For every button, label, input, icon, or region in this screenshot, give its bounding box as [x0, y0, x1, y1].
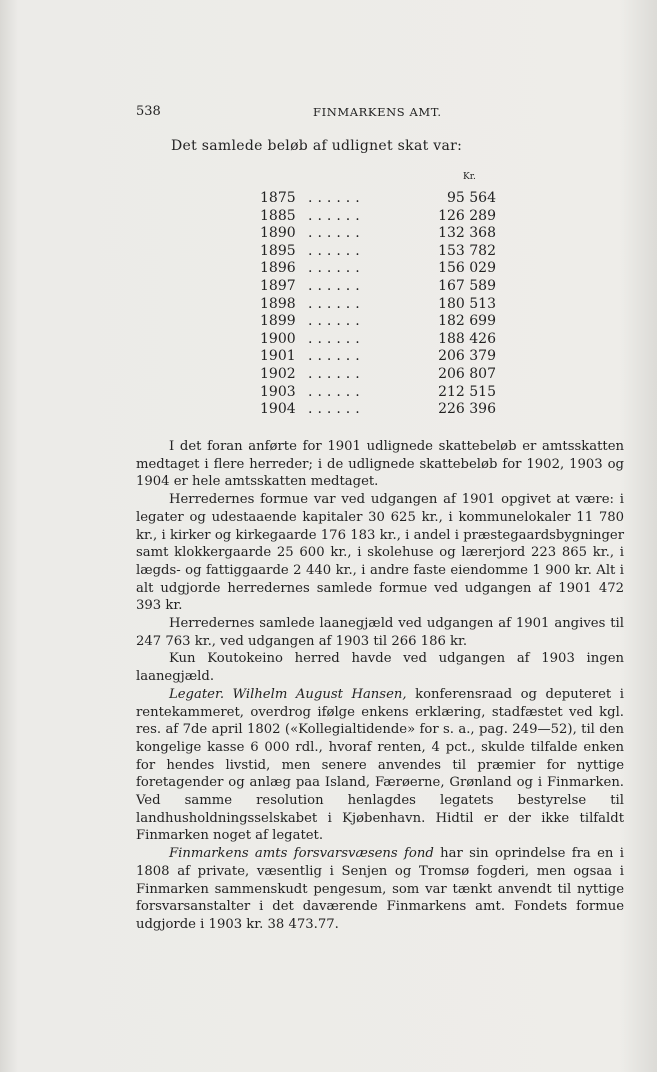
row-year: 1902 — [260, 365, 296, 382]
page-number: 538 — [136, 104, 161, 119]
paragraph — [136, 686, 624, 845]
row-year: 1899 — [260, 313, 296, 330]
leader-dots: ...... — [308, 260, 365, 277]
row-amount: 156 029 — [438, 260, 496, 277]
paragraph — [136, 438, 624, 491]
leader-dots: ...... — [308, 277, 365, 294]
leader-dots: ...... — [308, 190, 365, 206]
table-row — [260, 366, 500, 384]
table-row — [260, 331, 500, 349]
paragraph — [136, 491, 624, 615]
paragraph-lead: Legater. Wilhelm August Hansen, — [169, 686, 407, 702]
row-year: 1890 — [260, 225, 296, 242]
row-amount: 182 699 — [438, 313, 496, 330]
row-year: 1875 — [260, 190, 296, 206]
row-amount: 153 782 — [438, 242, 496, 259]
leader-dots: ...... — [308, 365, 365, 382]
leader-dots: ...... — [308, 330, 365, 347]
table-row — [260, 348, 500, 366]
leader-dots: ...... — [308, 383, 365, 400]
paragraph-text: Kun Koutokeino herred havde ved udgangen af 1903 ingen laanegjæld. — [136, 651, 624, 685]
row-year: 1904 — [260, 401, 296, 418]
running-head: FINMARKENS AMT. — [313, 105, 442, 119]
leader-dots: ...... — [308, 313, 365, 330]
row-year: 1897 — [260, 277, 296, 294]
paragraph-text: Herredernes formue var ved udgangen af 1901 opgivet at være: i legater og udestaaende kapitaler 30 625 kr., i kommunelokaler 11 780 kr., i kirker og kirkegaarde 176 183 kr., i andel i præstegaardsbygninger samt klokkergaarde 25 600 kr., i skolehuse og lærerjord 223 865 kr., i lægds- og fattiggaarde 2 440 kr., i andre faste eiendomme 1 900 kr. Alt i alt udgjorde herredernes samlede formue ved udgangen af 1901 472 393 kr. — [136, 492, 624, 614]
paragraph — [136, 845, 624, 934]
table-row — [260, 260, 500, 278]
paragraph-text: I det foran anførte for 1901 udlignede skattebeløb er amtsskatten medtaget i flere herreder; i de udlignede skattebeløb for 1902, 1903 og 1904 er hele amtsskatten medtaget. — [136, 439, 624, 490]
body-text — [136, 438, 624, 934]
row-year: 1901 — [260, 348, 296, 365]
row-amount: 132 368 — [438, 225, 496, 242]
tax-table — [260, 190, 500, 419]
leader-dots: ...... — [308, 348, 365, 365]
paragraph-lead: Finmarkens amts forsvarsvæsens fond — [169, 846, 434, 862]
row-amount: 188 426 — [438, 330, 496, 347]
table-row — [260, 313, 500, 331]
table-row — [260, 296, 500, 314]
leader-dots: ...... — [308, 295, 365, 312]
row-amount: 95 564 — [447, 190, 496, 206]
table-intro: Det samlede beløb af udlignet skat var: — [171, 138, 463, 154]
row-amount: 206 807 — [438, 365, 496, 382]
row-year: 1896 — [260, 260, 296, 277]
paragraph-text: konferensraad og deputeret i rentekammeret, overdrog ifølge enkens erklæring, stadfæstet ved kgl. res. af 7de april 1802 («Kollegialtidende» for s. a., pag. 249—52), til den kongelige kasse 6 000 rdl., hvoraf renten, 4 pct., skulde tilfalde enken for hendes livstid, men senere anvendes til præmier for nyttige foretagender og anlæg paa Island, Færøerne, Grønland og i Finmarken. Ved samme resolution henlagdes legatets bestyrelse til landhusholdningsselskabet i Kjøbenhavn. Hidtil er der ikke tilfaldt Finmarken noget af legatet. — [136, 686, 624, 844]
paragraph — [136, 650, 624, 685]
row-amount: 126 289 — [438, 207, 496, 224]
row-year: 1885 — [260, 207, 296, 224]
table-row — [260, 243, 500, 261]
unit-label: Kr. — [463, 172, 476, 182]
page-header — [136, 104, 622, 124]
leader-dots: ...... — [308, 242, 365, 259]
row-amount: 206 379 — [438, 348, 496, 365]
row-year: 1898 — [260, 295, 296, 312]
table-row — [260, 208, 500, 226]
leader-dots: ...... — [308, 207, 365, 224]
row-amount: 226 396 — [438, 401, 496, 418]
table-row — [260, 384, 500, 402]
leader-dots: ...... — [308, 401, 365, 418]
row-year: 1900 — [260, 330, 296, 347]
paragraph-text: Herredernes samlede laanegjæld ved udgangen af 1901 angives til 247 763 kr., ved udgangen af 1903 til 266 186 kr. — [136, 616, 624, 649]
row-amount: 167 589 — [438, 277, 496, 294]
table-row — [260, 225, 500, 243]
paragraph-text: har sin oprindelse fra en i 1808 af private, væsentlig i Senjen og Tromsø fogderi, men ogsaa i Finmarken sammenskudt pengesum, som var tænkt anvendt til nyttige forsvarsanstalter i det daværende Finmarkens amt. Fondets formue udgjorde i 1903 kr. 38 473.77. — [136, 846, 624, 932]
paragraph — [136, 615, 624, 650]
row-amount: 180 513 — [438, 295, 496, 312]
row-year: 1903 — [260, 383, 296, 400]
row-year: 1895 — [260, 242, 296, 259]
leader-dots: ...... — [308, 225, 365, 242]
table-row — [260, 190, 500, 208]
table-row — [260, 278, 500, 296]
row-amount: 212 515 — [438, 383, 496, 400]
table-row — [260, 401, 500, 419]
